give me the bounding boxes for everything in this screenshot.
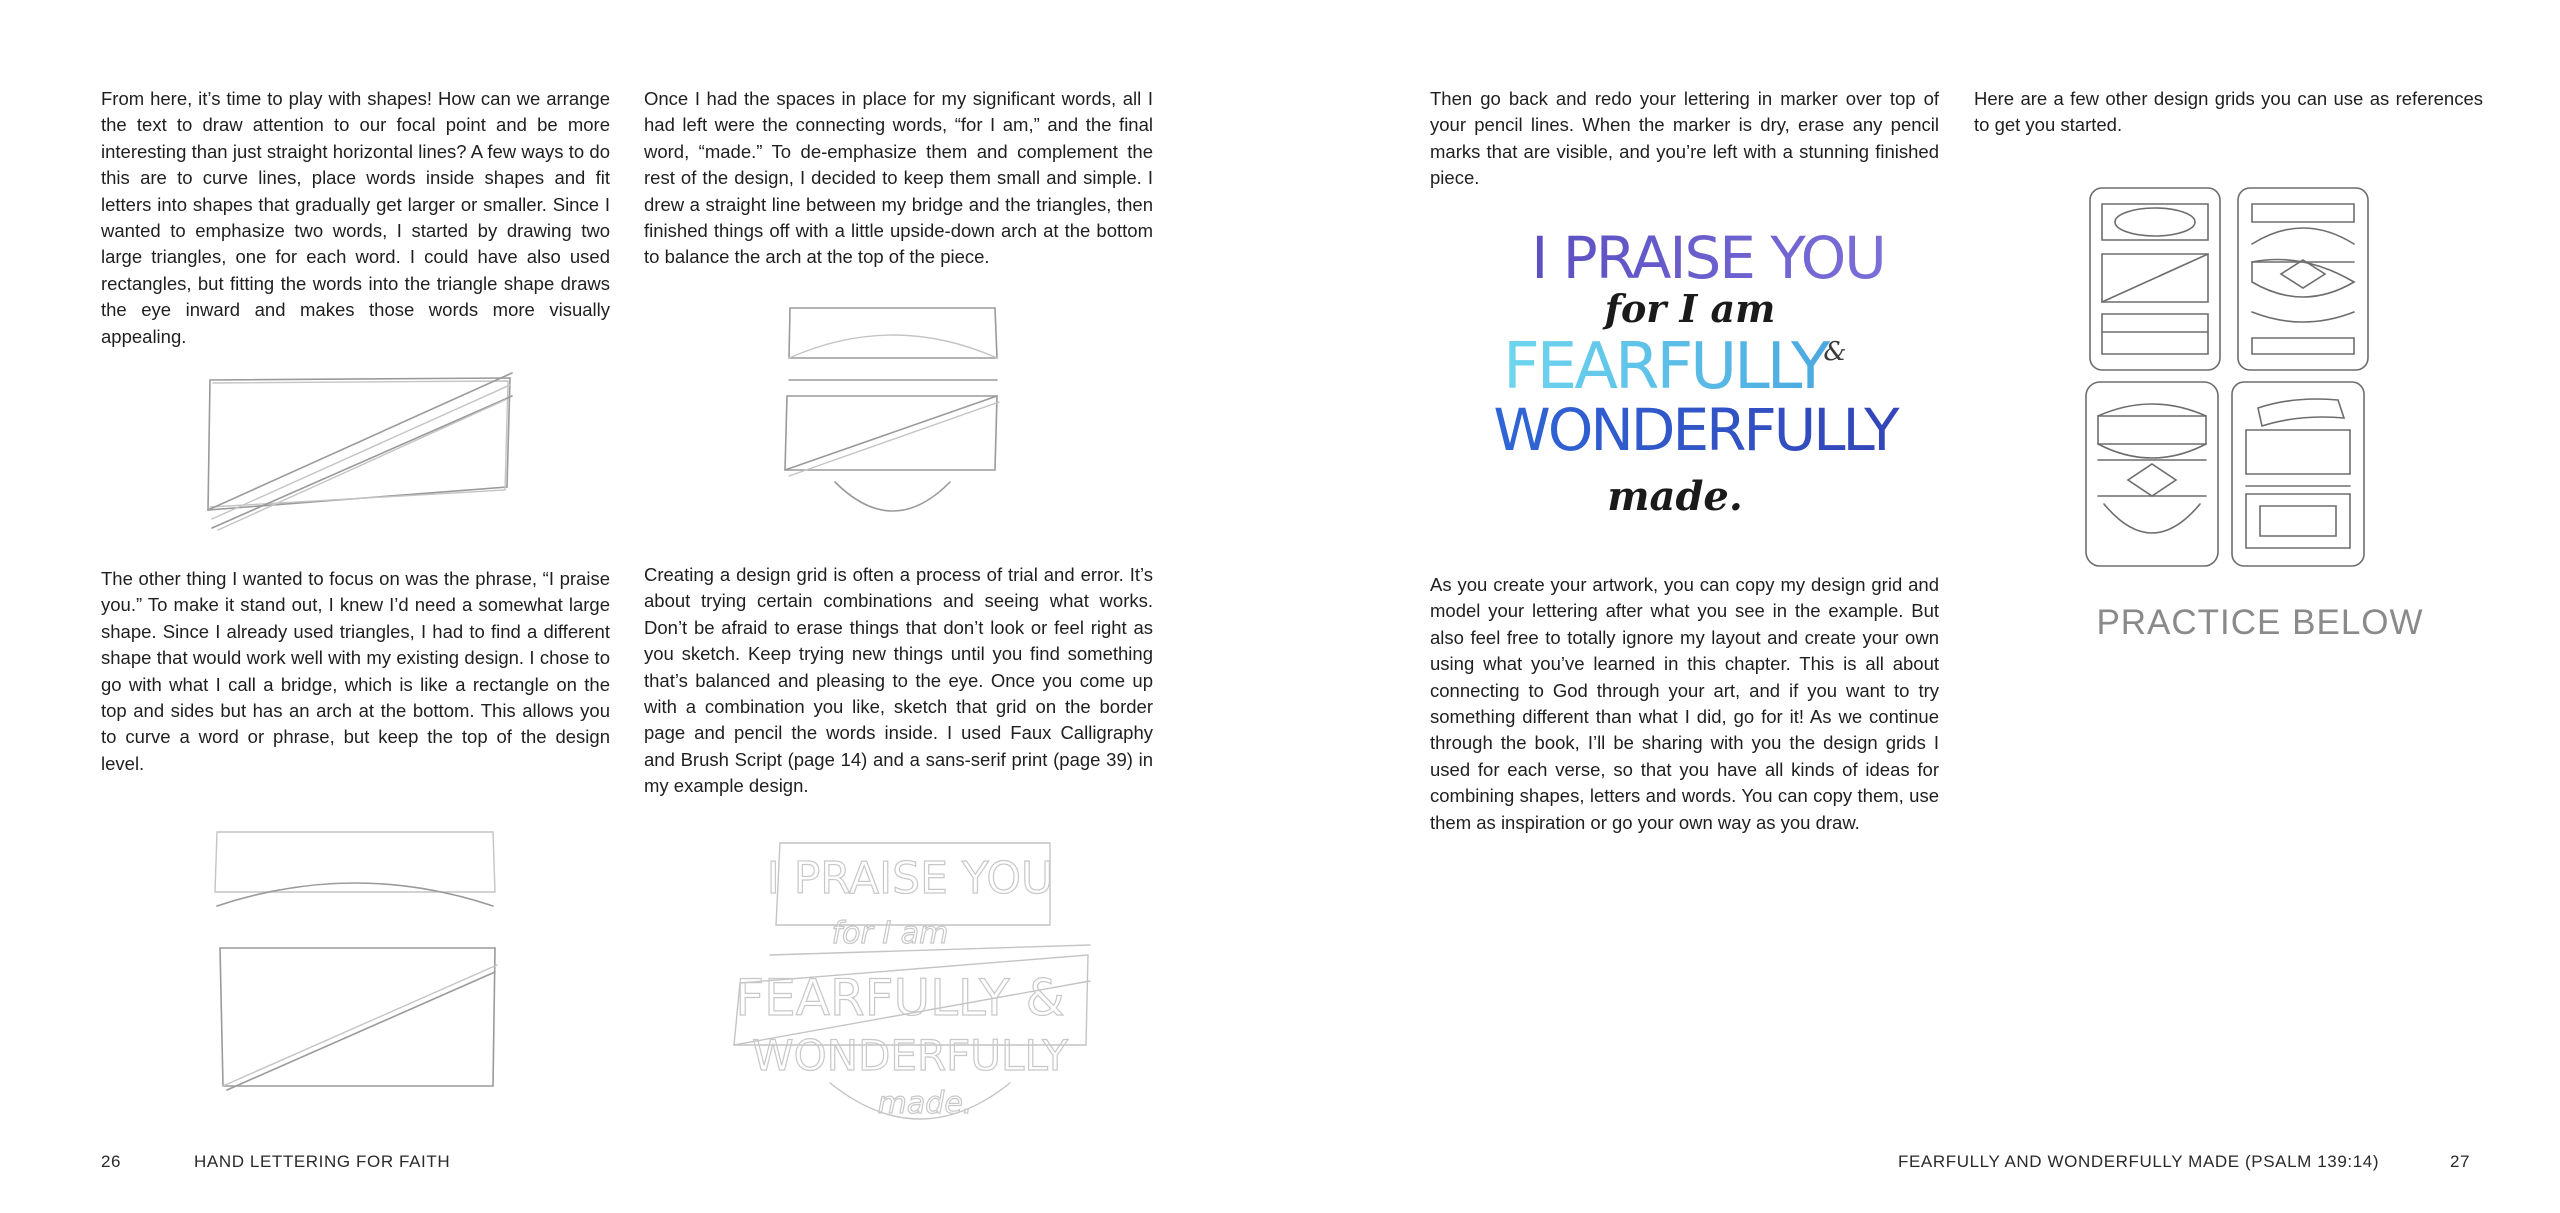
left-column-1-lower	[101, 566, 610, 777]
right-column-2	[1974, 86, 2483, 139]
practice-label: PRACTICE BELOW	[2096, 603, 2424, 642]
pencil-lettering-sketch	[710, 835, 1110, 1135]
art-line-3: FEARFULLY	[1502, 330, 1828, 404]
art-line-5: made.	[1607, 473, 1743, 520]
left-running-title: HAND LETTERING FOR FAITH	[194, 1152, 451, 1171]
art-line-2: for I am	[1604, 286, 1776, 331]
left-column-2	[644, 86, 1153, 271]
paragraph: From here, it’s time to play with shapes! How can we arrange the text to draw attention to our focal point and be more interesting than just straight horizontal lines? A few ways to do this are to curve lines, place words inside shapes and fit letters into shapes that gradually get larger or smaller. Since I wanted to emphasize two words, I started by drawing two large triangles, one for each word. I could have also used rectangles, but fitting the words into the triangle shape draws the eye inward and makes those words more visually appealing.	[101, 88, 610, 347]
triangles-sketch	[200, 370, 520, 540]
design-grid-1	[2090, 188, 2220, 370]
paragraph: Creating a design grid is often a process of trial and error. It’s about trying certain combinations and seeing what works. Don’t be afraid to erase things that don’t look or feel right as you sketch. Keep trying new things until you find something that’s balanced and pleasing to the eye. Once you come up with a combination you like, sketch that grid on the border page and pencil the words inside. I used Faux Calligraphy and Brush Script (page 14) and a sans-serif print (page 39) in my example design.	[644, 564, 1153, 797]
right-page	[1280, 0, 2560, 1213]
right-column-1-lower	[1430, 572, 1939, 836]
sketch-line-5: made.	[877, 1086, 973, 1121]
paragraph: As you create your artwork, you can copy my design grid and model your lettering after what you see in the example. But also feel free to totally ignore my layout and create your own using what you’ve learned in this chapter. This is all about connecting to God through your art, and if you want to try something different than what I did, go for it! As we continue through the book, I’ll be sharing with you the design grids I used for each verse, so that you have all kinds of ideas for combining shapes, letters and words. You can copy them, use them as inspiration or go your own way as you draw.	[1430, 574, 1939, 833]
paragraph: Once I had the spaces in place for my significant words, all I had left were the connecting words, “for I am,” and the final word, “made.” To de-emphasize them and complement the rest of the design, I decided to keep them small and simple. I drew a straight line between my bridge and the triangles, then finished things off with a little upside-down arch at the bottom to balance the arch at the top of the piece.	[644, 88, 1153, 268]
art-line-4: WONDERFULLY	[1493, 396, 1897, 464]
right-column-1	[1430, 86, 1939, 192]
finished-lettering-art	[1490, 210, 1910, 540]
art-ampersand: &	[1823, 337, 1847, 367]
paragraph: Then go back and redo your lettering in marker over top of your pencil lines. When the marker is dry, erase any pencil marks that are visible, and you’re left with a stunning finished piece.	[1430, 88, 1939, 189]
left-column-1	[101, 86, 610, 350]
design-grid-2	[2238, 188, 2368, 370]
left-page-number: 26	[101, 1152, 122, 1171]
paragraph: Here are a few other design grids you can use as references to get you started.	[1974, 88, 2483, 136]
paragraph: The other thing I wanted to focus on was the phrase, “I praise you.” To make it stand out, I knew I’d need a somewhat large shape. Since I already used triangles, I had to find a different shape that would work well with my existing design. I chose to go with what I call a bridge, which is like a rectangle on the top and sides but has an arch at the bottom. This allows you to curve a word or phrase, but keep the top of the design level.	[101, 568, 610, 774]
design-grids	[2080, 182, 2470, 572]
design-grid-3	[2086, 382, 2218, 566]
right-running-title: FEARFULLY AND WONDERFULLY MADE (PSALM 139:14)	[1898, 1152, 2380, 1171]
bridge-triangle-sketch	[205, 820, 505, 1100]
design-grid-4	[2232, 382, 2364, 566]
sketch-line-2: for I am	[831, 916, 949, 951]
right-page-number: 27	[2450, 1152, 2471, 1171]
bridge-triangles-sketch	[775, 300, 1015, 530]
art-line-1: I PRAISE YOU	[1531, 224, 1885, 292]
left-column-2-lower	[644, 562, 1153, 800]
sketch-line-1: I PRAISE YOU	[766, 853, 1054, 904]
sketch-line-3: FEARFULLY &	[735, 969, 1065, 1027]
sketch-line-4: WONDERFULLY	[752, 1031, 1068, 1080]
